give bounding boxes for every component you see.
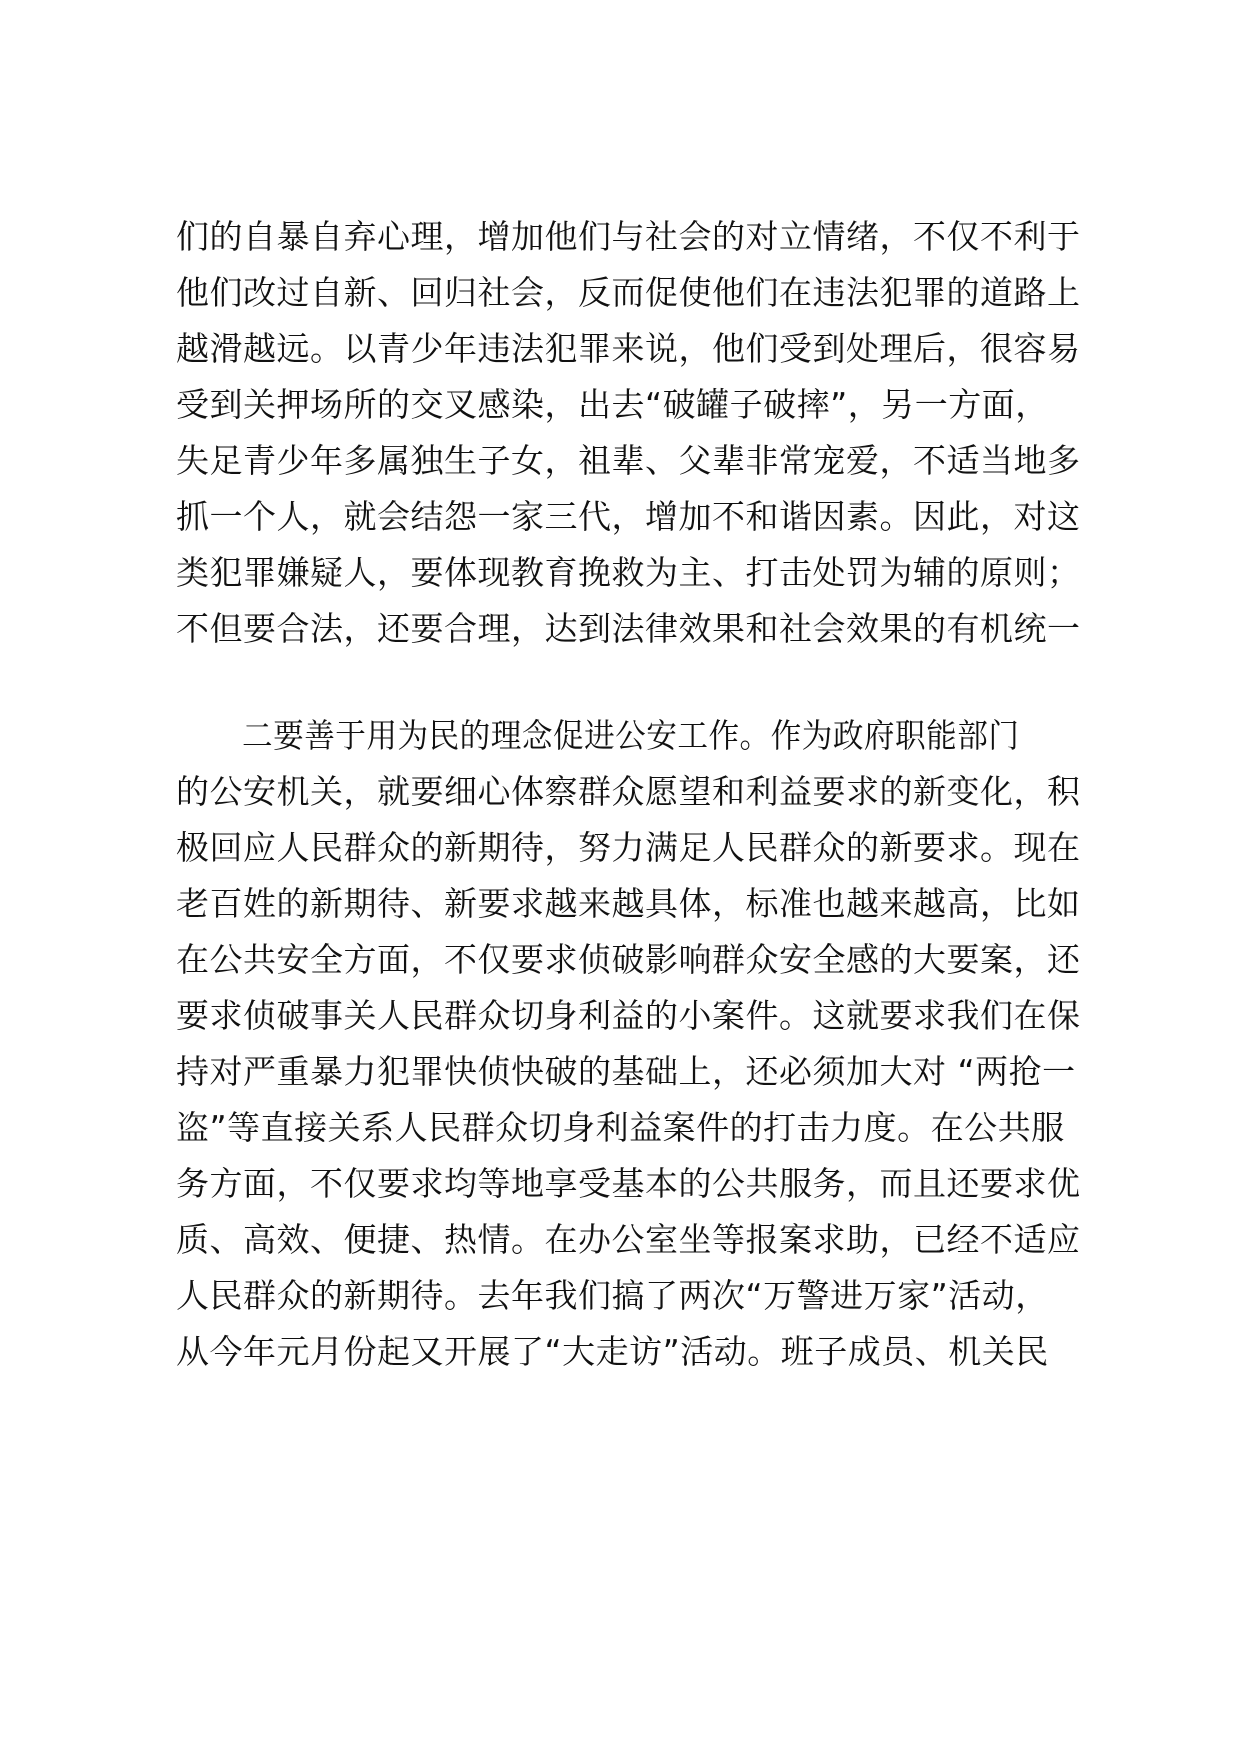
paragraph-2-line-5: 在公共安全方面，不仅要求侦破影响群众安全感的大要案，还 (176, 940, 1081, 979)
paragraph-2-line-3: 极回应人民群众的新期待，努力满足人民群众的新要求。现在 (176, 828, 1081, 867)
paragraph-2-line-4: 老百姓的新期待、新要求越来越具体，标准也越来越高，比如 (176, 884, 1081, 923)
paragraph-1-line-1: 们的自暴自弃心理，增加他们与社会的对立情绪，不仅不利于 (176, 217, 1081, 256)
paragraph-2-line-7: 持对严重暴力犯罪快侦快破的基础上，还必须加大对 “两抢一 (176, 1052, 1076, 1091)
paragraph-2-line-10: 质、高效、便捷、热情。在办公室坐等报案求助，已经不适应 (176, 1220, 1081, 1259)
paragraph-2-line-1: 二要善于用为民的理念促进公安工作。作为政府职能部门 (242, 716, 1020, 755)
paragraph-1-line-2: 他们改过自新、回归社会，反而促使他们在违法犯罪的道路上 (176, 273, 1081, 312)
paragraph-2-line-9: 务方面，不仅要求均等地享受基本的公共服务，而且还要求优 (176, 1164, 1081, 1203)
paragraph-1-line-4: 受到关押场所的交叉感染，出去“破罐子破摔”，另一方面， (176, 385, 1049, 424)
paragraph-2-line-11: 人民群众的新期待。去年我们搞了两次“万警进万家”活动， (176, 1276, 1049, 1315)
paragraph-2-line-6: 要求侦破事关人民群众切身利益的小案件。这就要求我们在保 (176, 996, 1081, 1035)
paragraph-2-line-2: 的公安机关，就要细心体察群众愿望和利益要求的新变化，积 (176, 772, 1081, 811)
paragraph-1-line-3: 越滑越远。以青少年违法犯罪来说，他们受到处理后，很容易 (176, 329, 1081, 368)
paragraph-2-line-12: 从今年元月份起又开展了“大走访”活动。班子成员、机关民 (176, 1332, 1049, 1371)
paragraph-1-line-5: 失足青少年多属独生子女，祖辈、父辈非常宠爱，不适当地多 (176, 441, 1081, 480)
paragraph-1-line-8: 不但要合法，还要合理，达到法律效果和社会效果的有机统一 (176, 609, 1081, 648)
paragraph-2-line-8: 盗”等直接关系人民群众切身利益案件的打击力度。在公共服 (176, 1108, 1065, 1147)
paragraph-1-line-7: 类犯罪嫌疑人，要体现教育挽救为主、打击处罚为辅的原则； (176, 553, 1081, 592)
paragraph-1-line-6: 抓一个人，就会结怨一家三代，增加不和谐因素。因此，对这 (176, 497, 1081, 536)
